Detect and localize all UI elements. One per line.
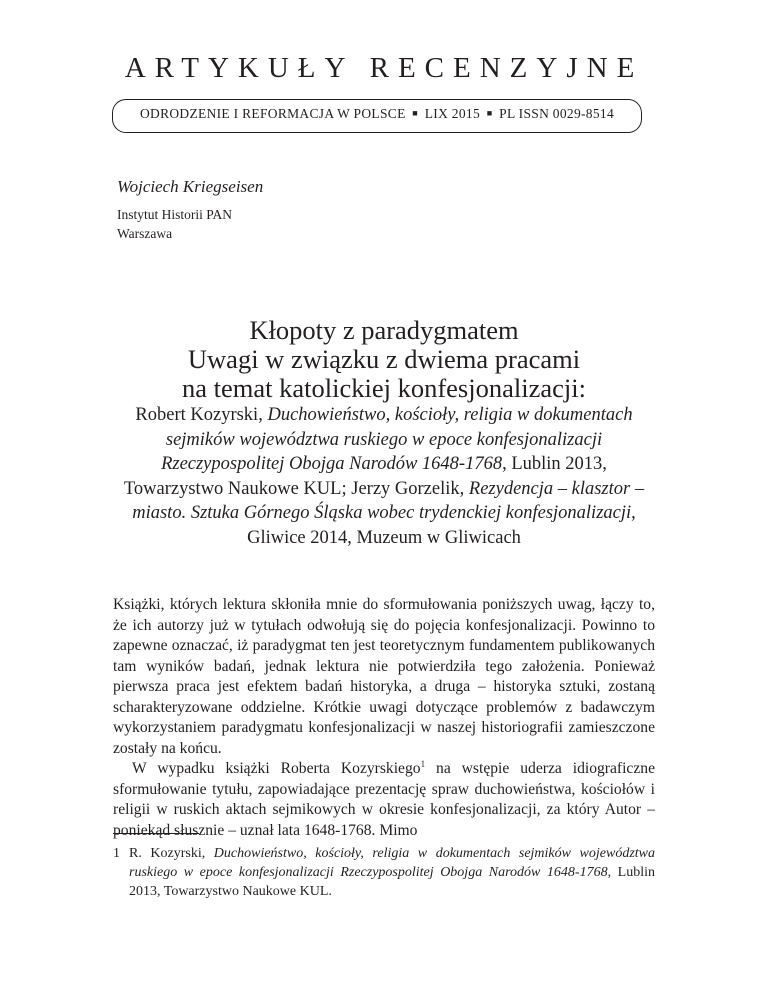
reviewed-publication: Gliwice 2014, Muzeum w Gliwicach (247, 527, 521, 548)
separator-icon: ■ (486, 108, 493, 118)
reviewed-title: Duchowieństwo, kościoły, religia w dokumentach sejmików województwa ruskiego w epoce konfesjonalizacji Rzeczypospolitej Obojga Narodów 1648-1768 (161, 405, 633, 475)
author-name: Wojciech Kriegseisen (117, 177, 264, 196)
reviewed-author: Robert Kozyrski, (135, 405, 268, 425)
footnote-ref[interactable]: 1 (420, 759, 426, 769)
footnote (113, 844, 655, 901)
author-city: Warszawa (117, 226, 173, 241)
separator-icon: ■ (412, 108, 419, 118)
title-line: na temat katolickiej konfesjonalizacji: (182, 373, 586, 403)
title-line: Kłopoty z paradygmatem (249, 315, 519, 345)
reviewed-works (113, 403, 655, 551)
article-body (113, 595, 655, 841)
section-title: ARTYKUŁY RECENZYJNE (124, 52, 644, 84)
paragraph-text: na wstępie uderza idiograficzne sformułowanie tytułu, zapowiadające prezentację spraw duchowieństwa, kościołów i religii w ruskich aktach sejmikowych w okresie konfesjonalizacji, za który Autor – poniekąd słusznie – uznał lata 1648-1768. Mimo (113, 760, 655, 839)
paragraph: Książki, których lektura skłoniła mnie do sformułowania poniższych uwag, łączy to, że ich autorzy już w tytułach odwołują się do pojęcia konfesjonalizacji. Powinno to zapewne oznaczać, iż paradygmat ten jest teoretycznym fundamentem publikowanych tam wyników badań, jednak lektura nie potwierdziła tego założenia. Ponieważ pierwsza praca jest efektem badań historyka, a druga – historyka sztuki, zostaną scharakteryzowane oddzielne. Krótkie uwagi dotyczące problemów z badawczym wykorzystaniem paradygmatu konfesjonalizacji w naszej historiografii zamieszczone zostały na końcu. (113, 596, 655, 757)
author-institution: Instytut Historii PAN (117, 207, 233, 222)
footnote-title: Duchowieństwo, kościoły, religia w dokumentach sejmików województwa ruskiego w epoce konfesjonalizacji Rzeczypospolitej Obojga Narodów 1648-1768 (129, 846, 655, 880)
title-line: Uwagi w związku z dwiema pracami (187, 344, 581, 374)
footnote-author: R. Kozyrski, (129, 846, 214, 861)
footnote-divider (113, 833, 199, 834)
reviewed-author: Jerzy Gorzelik, (351, 478, 469, 499)
paragraph (113, 759, 655, 841)
reviewed-publication: , Lublin 2013, Towarzystwo Naukowe KUL; (123, 454, 607, 499)
paragraph-text: W wypadku książki Roberta Kozyrskiego (132, 760, 421, 777)
journal-name: ODRODZENIE I REFORMACJA W POLSCE (139, 106, 406, 121)
reviewed-title: Rezydencja – klasztor – miasto. Sztuka Górnego Śląska wobec trydenckiej konfesjonalizacji (132, 478, 645, 524)
footnote-publication: , Lublin 2013, Towarzystwo Naukowe KUL. (129, 865, 655, 899)
footnote-text (129, 844, 655, 901)
journal-volume: LIX 2015 (424, 106, 481, 121)
journal-header (112, 106, 642, 122)
footnote-number: 1 (113, 846, 120, 861)
reviewed-publication: , (631, 503, 636, 524)
article-title (0, 316, 768, 403)
journal-issn: PL ISSN 0029-8514 (499, 106, 615, 121)
